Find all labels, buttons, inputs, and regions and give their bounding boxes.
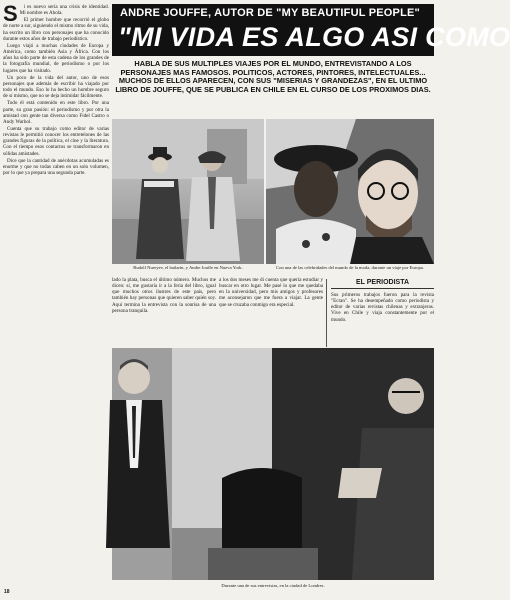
mid-text-column-1: lado la plata, busca el último número. Muchos me dicen: sí, me gustaría ir a la feria del libro, igual que muchos otros ilustres de este país, pero también hay personas que quieren saber quién soy. Aquí termina la entrevista con la sonrisa de una persona tranquila. <box>112 277 216 314</box>
photo-caption-c: Durante una de sus entrevistas, en la ciudad de Londres. <box>221 583 325 588</box>
photo-caption-b: Con una de las celebridades del mundo de la moda, durante un viaje por Europa. <box>276 265 424 270</box>
sidebar-body: Sus primeros trabajos fueron para la revista "Ecran". Se ha desempeñado como periodista y editor de varias revistas chilenas y extranjeras. Vive en Chile y viaja constantemente por el mundo. <box>331 292 434 323</box>
left-paragraph-6: Cuenta que su trabajo como editor de varias revistas le permitió conocer los entretelones de las grandes figuras de la política, el cine y la literatura. Con el tiempo esos contactos se transformaron en sólidas amistades. <box>3 125 109 157</box>
mid-text-column-2: a los dos meses me di cuenta que quería estudiar y buscar en otro lugar. Me pasé lo que me quedaba en la universidad, pero mis amigos y profesores me aconsejaron que me fuera a viajar. La gente que se cruzaba conmigo era especial. <box>219 277 323 308</box>
photo-two-men-outdoors <box>112 119 264 264</box>
left-paragraph-7: Dice que la cantidad de anécdotas acumuladas es enorme y que no todas caben en un solo volumen, por lo que ya prepara una segunda parte. <box>3 157 109 177</box>
left-text-column <box>3 1 109 596</box>
photo-caption-a: Rudolf Nureyev, el bailarín, y Andre Jouffe en Nueva York. <box>133 265 243 270</box>
left-paragraph-1: i es nuevo sería una crisis de identidad. Mi nombre es Ahola. <box>19 4 109 17</box>
headline-banner <box>112 4 510 56</box>
left-paragraph-4: Un poco de la vida del autor, uno de esos personajes que además de escribir ha viajado por todo el mundo. Eso lo ha hecho un hombre seguro de sí mismo, que no se deja intimidar fácilmente. <box>3 74 109 100</box>
article-headline: "MI VIDA ES ALGO ASI COMO <box>118 22 510 52</box>
photo-interview-seated-men <box>112 348 434 580</box>
left-paragraph-3: Luego viajó a muchas ciudades de Europa y América, como también Asia y África. Con los años ha sido parte de esta cadena de los grandes de la fotografía mundial, de periodismo o por los lugares que ha visitado. <box>3 42 109 74</box>
article-deck: HABLA DE SUS MULTIPLES VIAJES POR EL MUNDO, ENTREVISTANDO A LOS PERSONAJES MAS FAMOSOS. POLITICOS, ACTORES, PINTORES, INTELECTUALES... MUCHOS DE ELLOS APARECEN, CON SUS "MISERIAS Y GRANDEZAS", EN EL ULTIMO LIBRO DE JOUFFE, QUE SE PUBLICA EN CHILE EN EL CURSO DE LOS PROXIMOS DIAS. <box>115 59 431 94</box>
left-paragraph-5: Todo él está contenido en este libro. Por una parte, su gran pasión: el periodismo y por otra la amistad con gente tan diversa como Fidel Castro o Andy Warhol. <box>3 100 109 125</box>
article-kicker: ANDRE JOUFFE, AUTOR DE "MY BEAUTIFUL PEOPLE" <box>120 7 420 19</box>
left-paragraph-2: El primer hombre que recorrió el globo de norte a sur, siguiendo el mismo ritmo de su vida, ha escrito un libro con personajes que ha conocido durante estos años de trabajo periodístico. <box>3 17 109 42</box>
sidebar-title: EL PERIODISTA <box>331 279 434 289</box>
page-number: 18 <box>4 589 10 595</box>
drop-cap: S <box>3 1 18 26</box>
photo-woman-and-man-portrait <box>266 119 434 264</box>
sidebar-el-periodista <box>326 279 434 347</box>
